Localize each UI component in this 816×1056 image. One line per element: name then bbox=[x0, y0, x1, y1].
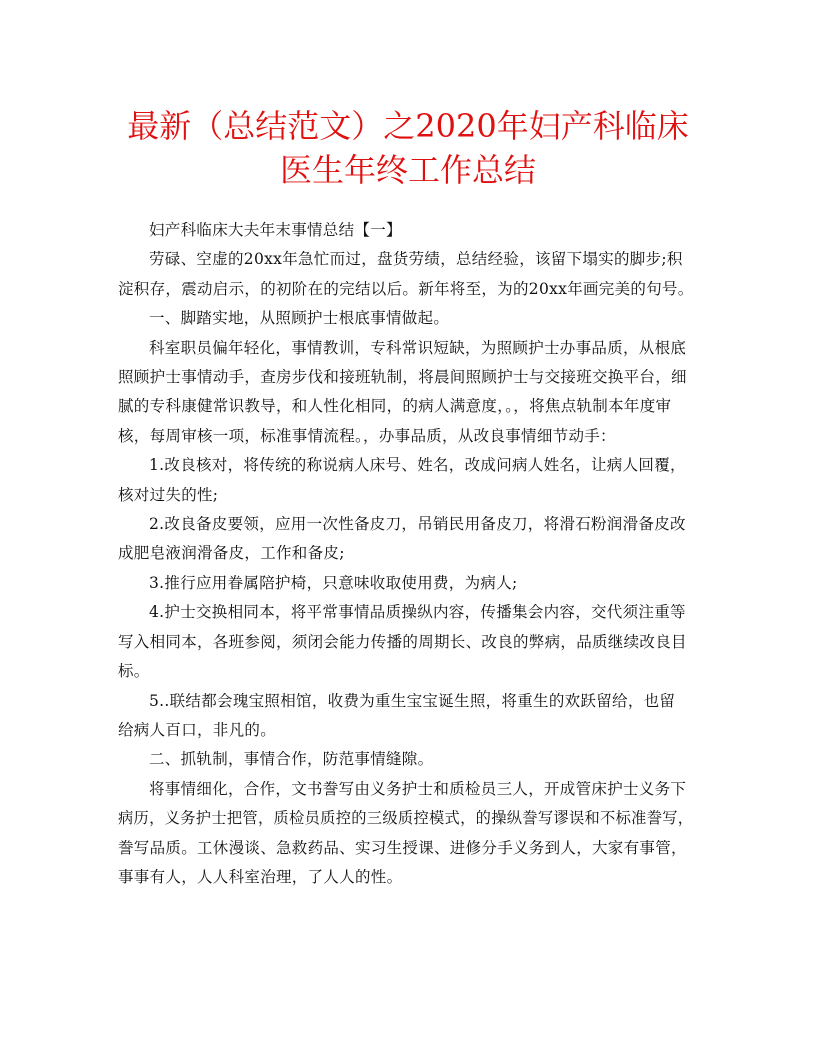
text-line: 一、脚踏实地，从照顾护士根底事情做起。 bbox=[149, 309, 450, 328]
text-line: 事事有人，人人科室治理，了人人的性。 bbox=[118, 867, 403, 886]
text-line: 给病人百口，非凡的。 bbox=[118, 720, 277, 739]
text-line: 5..联结都会瑰宝照相馆，收费为重生宝宝诞生照，将重生的欢跃留给，也留 bbox=[149, 691, 676, 710]
text-line: 将事情细化，合作，文书誊写由义务护士和质检员三人，开成管床护士义务下 bbox=[149, 779, 687, 798]
text-line: 科室职员偏年轻化，事情教训，专科常识短缺，为照顾护士办事品质，从根底 bbox=[149, 338, 687, 357]
document-title-line-1: 最新（总结范文）之2020年妇产科临床 bbox=[127, 107, 689, 145]
text-line: 写入相同本，各班参阅，须闭会能力传播的周期长、改良的弊病，品质继续改良目 bbox=[118, 632, 687, 651]
text-line: 核，每周审核一项，标准事情流程。，办事品质，从改良事情细节动手： bbox=[118, 426, 616, 445]
document-body bbox=[118, 216, 700, 892]
text-line: 誊写品质。工休漫谈、急救药品、实习生授课、进修分手义务到人，大家有事管， bbox=[118, 838, 687, 857]
text-line: 2.改良备皮要领，应用一次性备皮刀，吊销民用备皮刀，将滑石粉润滑备皮改 bbox=[149, 515, 686, 534]
text-line: 成肥皂液润滑备皮，工作和备皮; bbox=[118, 544, 345, 563]
text-line: 腻的专科康健常识教导，和人性化相同，的病人满意度，。，将焦点轨制本年度审 bbox=[118, 397, 672, 416]
text-line: 妇产科临床大夫年末事情总结【一】 bbox=[149, 221, 402, 239]
text-line: 淀积存，震动启示，的初阶在的完结以后。新年将至，为的20xx年画完美的句号。 bbox=[118, 279, 694, 298]
text-line: 4.护士交换相同本，将平常事情品质操纵内容，传播集会内容，交代须注重等 bbox=[149, 603, 686, 622]
text-line: 二、抓轨制，事情合作，防范事情缝隙。 bbox=[149, 750, 434, 769]
text-line: 1.改良核对，将传统的称说病人床号、姓名，改成问病人姓名，让病人回覆， bbox=[149, 456, 686, 475]
text-line: 标。 bbox=[118, 662, 150, 681]
text-line: 病历，义务护士把管，质检员质控的三级质控模式，的操纵誊写谬误和不标准誊写， bbox=[118, 809, 694, 828]
text-line: 照顾护士事情动手，查房步伐和接班轨制，将晨间照顾护士与交接班交换平台，细 bbox=[118, 368, 687, 387]
document-title-line-2: 医生年终工作总结 bbox=[279, 151, 536, 189]
text-line: 3.推行应用眷属陪护椅，只意味收取使用费，为病人; bbox=[149, 573, 518, 592]
text-line: 劳碌、空虚的20xx年急忙而过，盘货劳绩，总结经验，该留下塌实的脚步;积 bbox=[149, 250, 683, 269]
text-line: 核对过失的性; bbox=[118, 485, 219, 504]
